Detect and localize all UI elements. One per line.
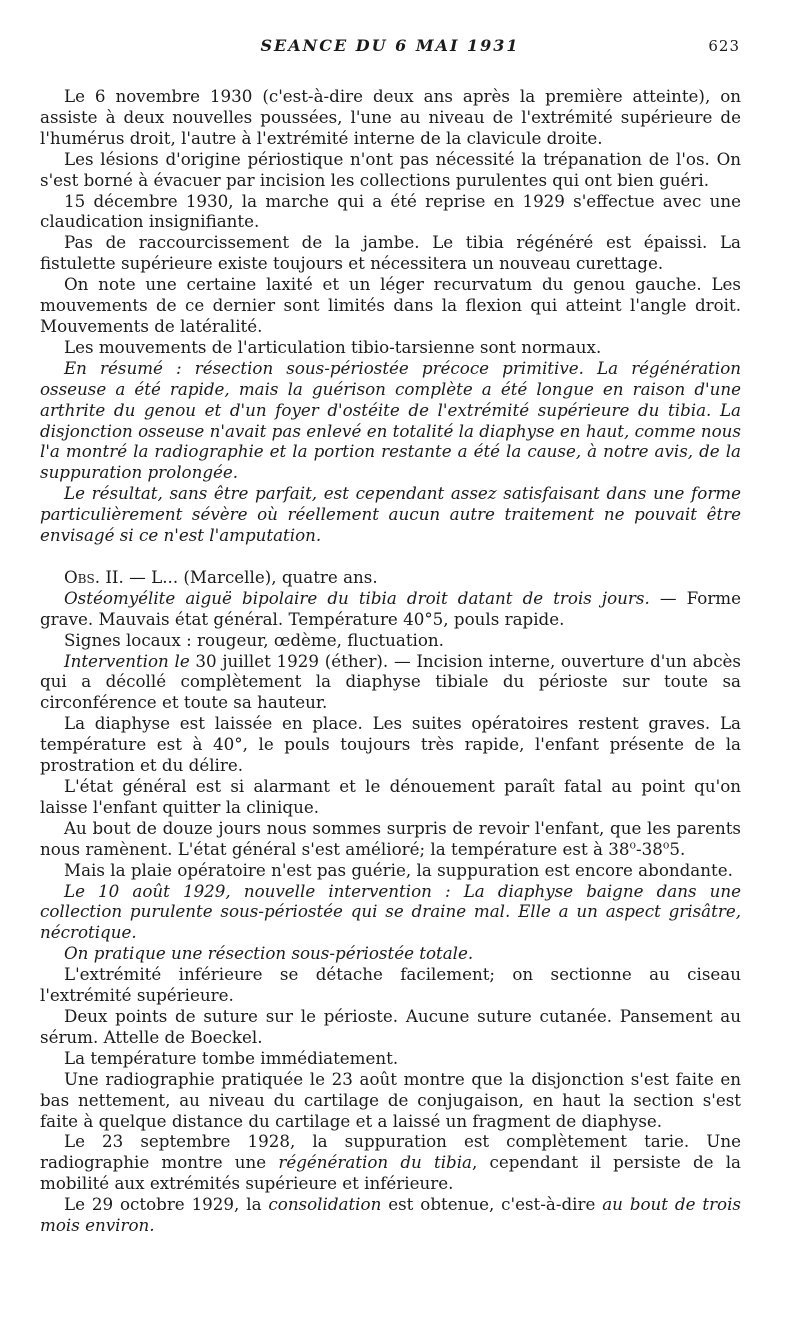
intervention-details: 30 juillet 1929 (éther). — Incision interne, ouverture d'un abcès qui a décollé complètement la diaphyse tibiale du périoste sur toute sa circonférence et toute sa hauteur. [40, 650, 741, 713]
emphasis-text: régénération du tibia [278, 1152, 472, 1173]
running-title: SEANCE DU 6 MAI 1931 [260, 36, 520, 55]
paragraph: Les lésions d'origine périostique n'ont pas nécessité la trépanation de l'os. On s'est borné à évacuer par incision les collections purulentes qui ont bien guéri. [40, 148, 741, 190]
paragraph: La température tombe immédiatement. [64, 1047, 399, 1068]
paragraph: On note une certaine laxité et un léger recurvatum du genou gauche. Les mouvements de ce dernier sont limités dans la flexion qui atteint l'angle droit. Mouvements de latéralité. [40, 274, 741, 336]
paragraph [40, 1131, 741, 1194]
observation-label: Obs. II. [64, 566, 124, 587]
paragraph: L'état général est si alarmant et le dénouement paraît fatal au point qu'on laisse l'enfant quitter la clinique. [40, 776, 741, 817]
diagnosis-details: — Forme grave. Mauvais état général. Température 40°5, pouls rapide. [40, 587, 741, 629]
paragraph: Pas de raccourcissement de la jambe. Le tibia régénéré est épaissi. La fistulette supérieure existe toujours et nécessitera un nouveau curettage. [40, 232, 741, 274]
paragraph: La diaphyse est laissée en place. Les suites opératoires restent graves. La température est à 40°, le pouls toujours très rapide, l'enfant présente de la prostration et du délire. [40, 713, 741, 776]
page-number: 623 [708, 37, 740, 55]
diagnosis-text: Ostéomyélite aiguë bipolaire du tibia droit datant de trois jours. [64, 587, 650, 608]
paragraph-text: est obtenue, c'est-à-dire [381, 1194, 603, 1215]
paragraph-text: 5. [669, 838, 686, 859]
intervention-label: Intervention le [64, 650, 190, 671]
emphasis-text: au bout de trois mois environ. [40, 1194, 741, 1236]
paragraph [40, 588, 741, 630]
conclusion-paragraph: Le résultat, sans être parfait, est cependant assez satisfaisant dans une forme particulièrement sévère où réellement aucun autre traitement ne pouvait être envisagé si ce n'est l'amputation. [40, 483, 741, 546]
paragraph: Signes locaux : rougeur, œdème, fluctuation. [64, 629, 444, 650]
observation-patient: — L... (Marcelle), quatre ans. [123, 566, 378, 587]
paragraph [40, 818, 741, 860]
paragraph: 15 décembre 1930, la marche qui a été reprise en 1929 s'effectue avec une claudication insignifiante. [40, 190, 741, 232]
paragraph-text: Le 29 octobre 1929, la [64, 1194, 269, 1215]
resection-paragraph: On pratique une résection sous-périostée totale. [64, 943, 474, 964]
paragraph-text: -38 [636, 838, 663, 859]
observation-heading [40, 567, 741, 588]
paragraph: Une radiographie pratiquée le 23 août montre que la disjonction s'est faite en bas nettement, au niveau du cartilage de conjugaison, en haut la section s'est faite à quelque distance du cartilage et a laissé un fragment de diaphyse. [40, 1068, 741, 1131]
paragraph: Le 6 novembre 1930 (c'est-à-dire deux ans après la première atteinte), on assiste à deux nouvelles poussées, l'une au niveau de l'extrémité supérieure de l'humérus droit, l'autre à l'extrémité interne de la clavicule droite. [40, 86, 741, 148]
body-text [40, 86, 741, 1236]
emphasis-text: consolidation [268, 1194, 382, 1215]
degree-mark: o [662, 838, 670, 852]
paragraph-text: Au bout de douze jours nous sommes surpris de revoir l'enfant, que les parents nous ramènent. L'état général s'est amélioré; la température est à 38 [40, 817, 741, 859]
paragraph [40, 1194, 741, 1236]
paragraph: Deux points de suture sur le périoste. Aucune suture cutanée. Pansement au sérum. Attelle de Boeckel. [40, 1005, 741, 1047]
paragraph: Mais la plaie opératoire n'est pas guérie, la suppuration est encore abondante. [64, 859, 733, 880]
paragraph [40, 651, 741, 714]
summary-paragraph: En résumé : résection sous-périostée précoce primitive. La régénération osseuse a été rapide, mais la guérison complète a été longue en raison d'une arthrite du genou et d'un foyer d'ostéite de l'extrémité supérieure du tibia. La disjonction osseuse n'avait pas enlevé en totalité la diaphyse en haut, comme nous l'a montré la radiographie et la portion restante a été la cause, à notre avis, de la suppuration prolongée. [40, 357, 741, 483]
degree-mark: o [629, 838, 636, 852]
paragraph-text: Le 23 septembre 1928, la suppuration est complètement tarie. Une radiographie montre une [40, 1131, 741, 1173]
paragraph: L'extrémité inférieure se détache facilement; on sectionne au ciseau l'extrémité supérieure. [40, 964, 741, 1006]
second-intervention-paragraph: Le 10 août 1929, nouvelle intervention : La diaphyse baigne dans une collection purulente sous-périostée qui se draine mal. Elle a un aspect grisâtre, nécrotique. [40, 880, 741, 943]
paragraph-text: , cependant il persiste de la mobilité aux extrémités supérieure et inférieure. [40, 1152, 741, 1194]
paragraph: Les mouvements de l'articulation tibio-tarsienne sont normaux. [64, 336, 602, 357]
running-header [40, 36, 740, 60]
